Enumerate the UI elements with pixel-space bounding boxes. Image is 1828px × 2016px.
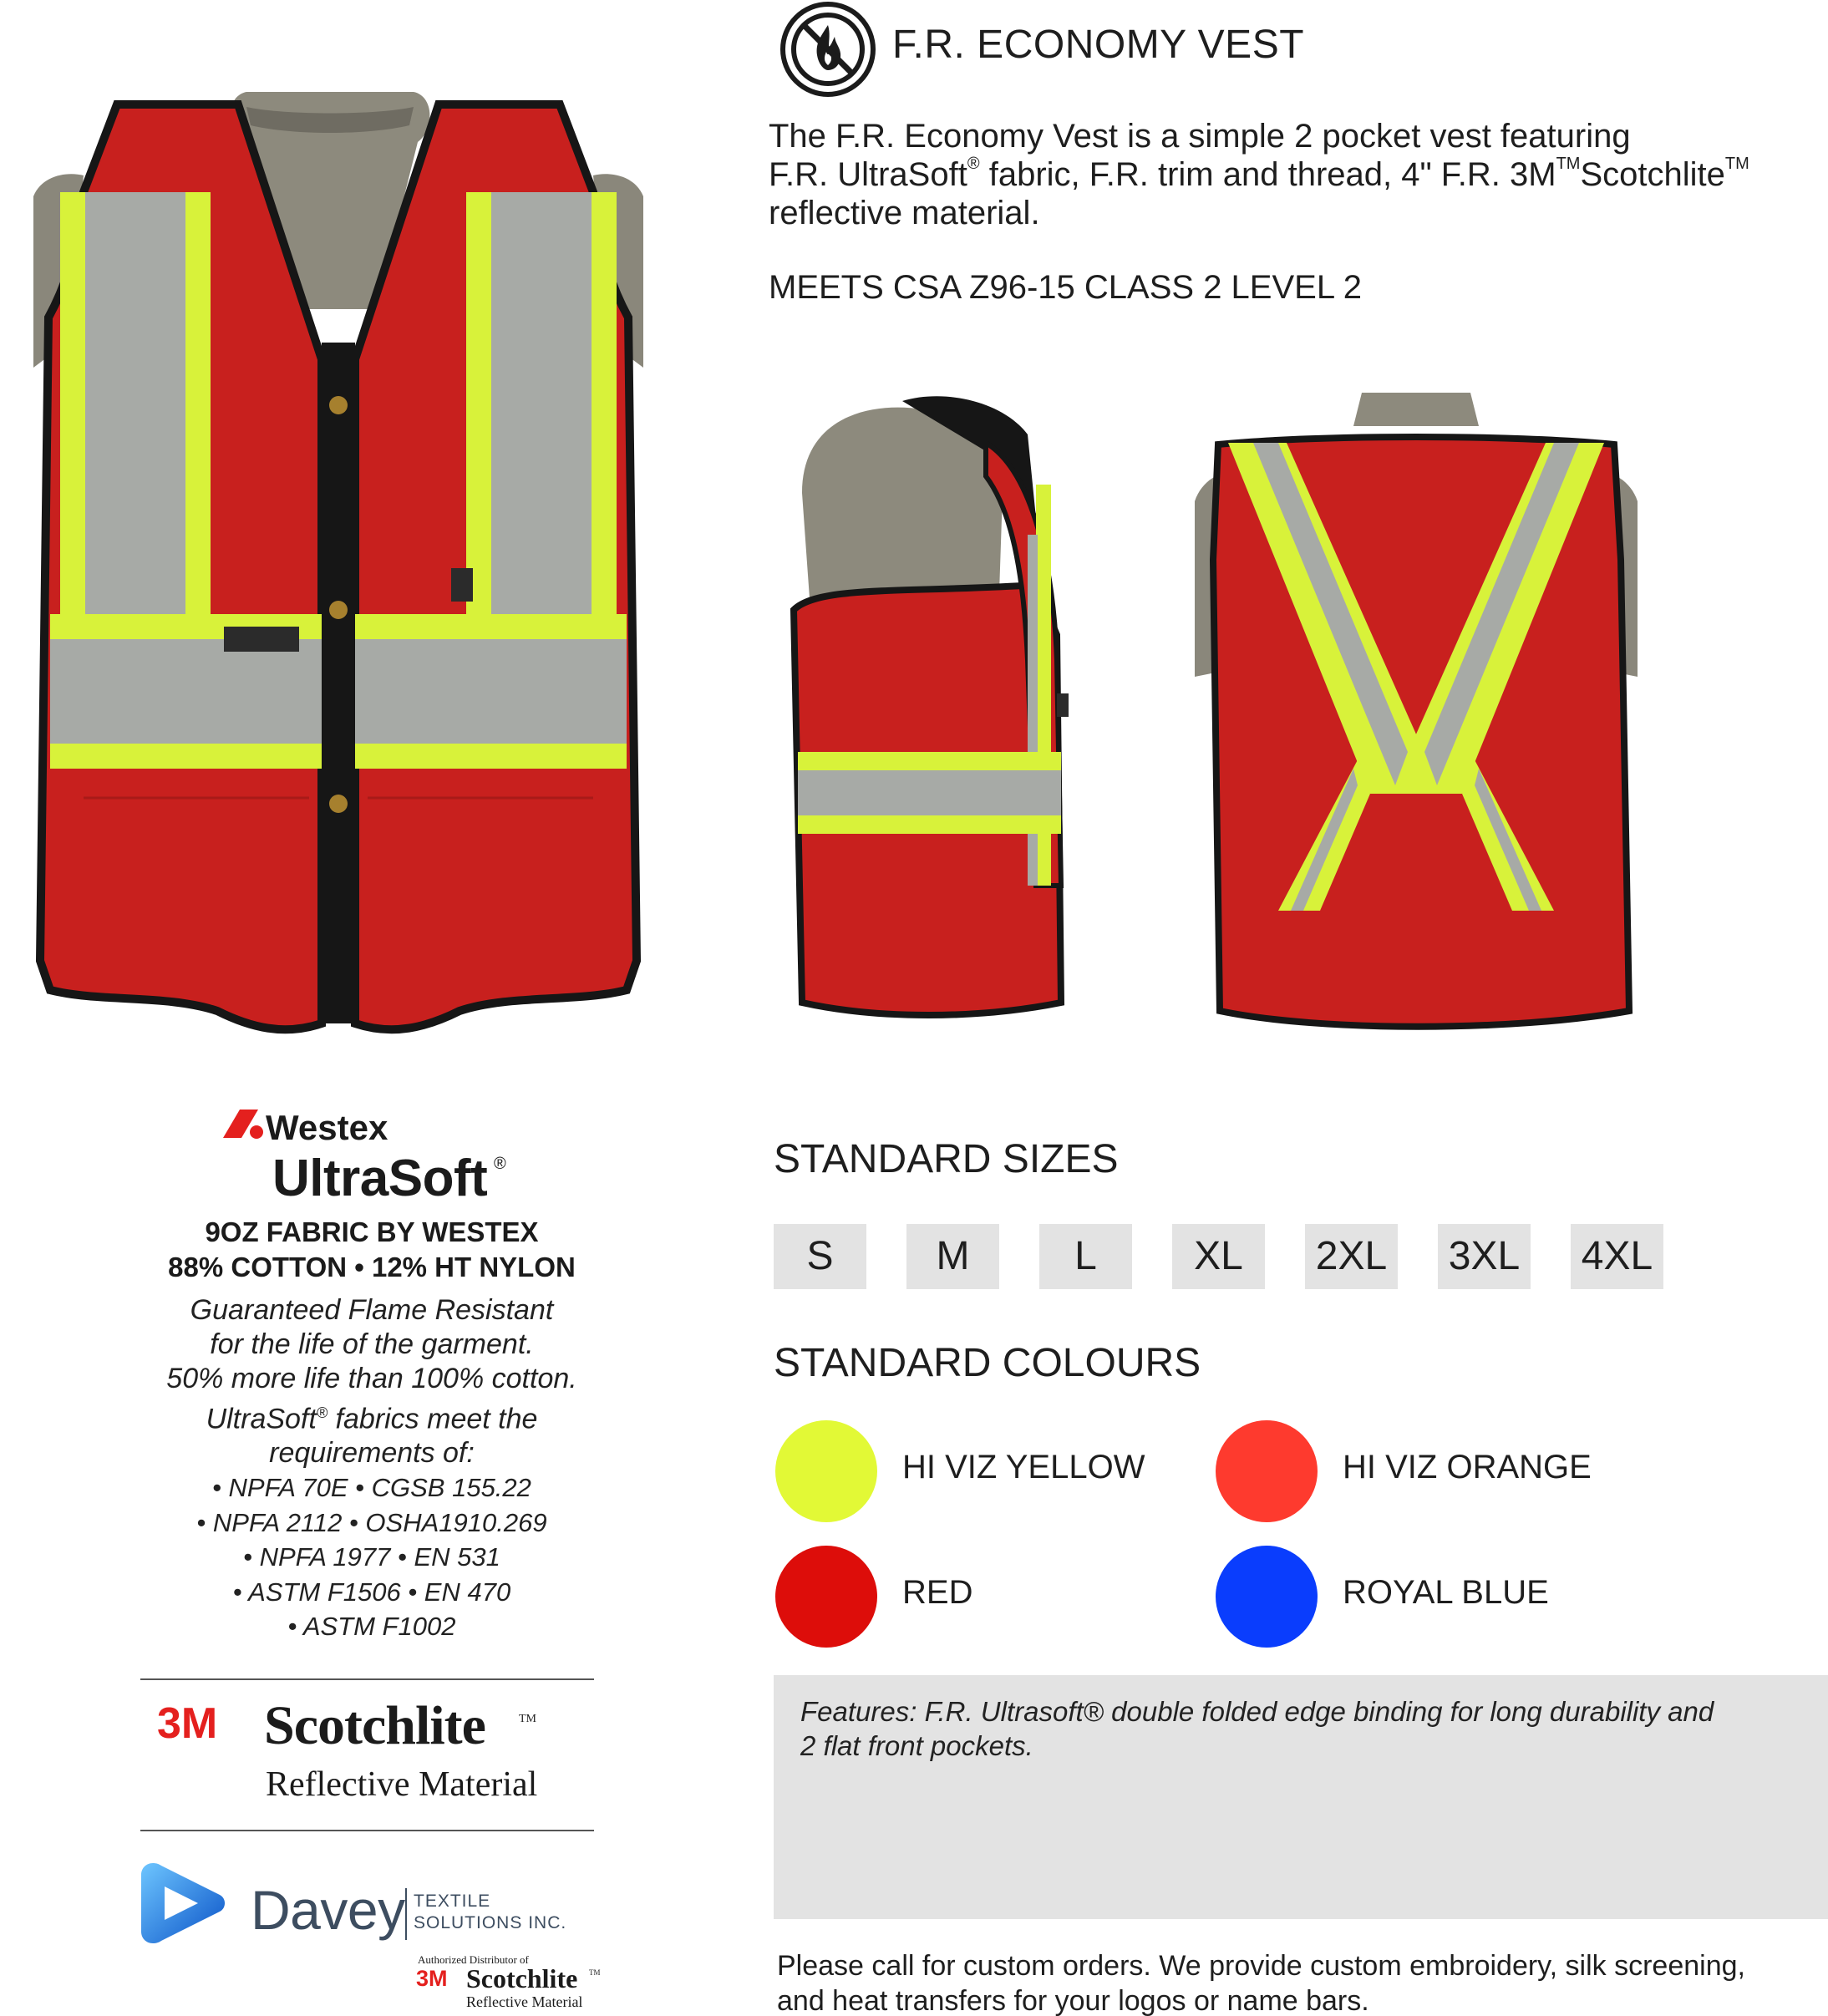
trademark: TM [589, 1968, 601, 1977]
certification-line: • NPFA 2112 • OSHA1910.269 [196, 1507, 547, 1537]
no-fire-icon [779, 0, 877, 99]
sizes-heading: STANDARD SIZES [774, 1137, 1119, 1181]
divider [140, 1678, 594, 1680]
3m-logo-icon [416, 1966, 461, 1988]
colour-swatch-hi-viz-orange [1216, 1420, 1318, 1522]
vest-front-photo [33, 92, 643, 1044]
colour-label: HI VIZ ORANGE [1343, 1449, 1592, 1485]
3m-logo-icon [157, 1701, 249, 1743]
size-chip-m: M [906, 1224, 999, 1289]
reflective-material-label: Reflective Material [466, 1993, 583, 2010]
size-chip-l: L [1039, 1224, 1132, 1289]
claim-line: for the life of the garment. [210, 1328, 534, 1360]
vest-back-photo [1195, 393, 1638, 1036]
davey-wordmark: Davey [251, 1879, 405, 1941]
claim-line: 50% more life than 100% cotton. [166, 1363, 577, 1394]
features-text: Features: F.R. Ultrasoft® double folded edge binding for long durability and 2 flat front pockets. [800, 1696, 1714, 1761]
vest-side-photo [785, 384, 1078, 1019]
reflective-material-label: Reflective Material [266, 1765, 538, 1804]
divider [140, 1830, 594, 1831]
custom-orders-note: Please call for custom orders. We provide custom embroidery, silk screening, and heat transfers for your logos or name bars. [777, 1950, 1745, 2016]
size-chip-4xl: 4XL [1571, 1224, 1663, 1289]
colour-swatch-royal-blue [1216, 1546, 1318, 1648]
size-chip-3xl: 3XL [1438, 1224, 1531, 1289]
colour-label: HI VIZ YELLOW [902, 1449, 1145, 1485]
colour-swatch-hi-viz-yellow [775, 1420, 877, 1522]
scotchlite-wordmark: Scotchlite [466, 1963, 578, 1993]
product-description: The F.R. Economy Vest is a simple 2 pocket vest featuring F.R. UltraSoft® fabric, F.R. trim and thread, 4" F.R. 3M™Scotchlite™ reflective material. [769, 118, 1749, 231]
divider [405, 1888, 407, 1940]
colour-label: RED [902, 1574, 973, 1611]
ultrasoft-wordmark: UltraSoft [272, 1150, 488, 1207]
davey-play-logo-icon [138, 1856, 230, 1950]
page-title: F.R. ECONOMY VEST [892, 23, 1305, 67]
3m-logo-text: 3M [416, 1966, 448, 1988]
certification-line: • ASTM F1002 [287, 1612, 456, 1642]
certification-line: • ASTM F1506 • EN 470 [232, 1577, 511, 1607]
colour-swatch-red [775, 1546, 877, 1648]
size-chip-2xl: 2XL [1305, 1224, 1398, 1289]
westex-wordmark: Westex [266, 1108, 388, 1147]
davey-subtitle: TEXTILE SOLUTIONS INC. [414, 1892, 567, 1932]
certification-line: • NPFA 70E • CGSB 155.22 [212, 1473, 531, 1503]
certification-line: • NPFA 1977 • EN 531 [243, 1542, 500, 1572]
fabric-composition: 88% COTTON • 12% HT NYLON [168, 1252, 576, 1282]
authorized-distributor: Authorized Distributor of [418, 1953, 529, 1966]
colours-heading: STANDARD COLOURS [774, 1341, 1201, 1385]
scotchlite-wordmark: Scotchlite [264, 1695, 485, 1756]
size-chip-s: S [774, 1224, 866, 1289]
fabric-claims [100, 1293, 643, 1644]
standard-compliance: MEETS CSA Z96-15 CLASS 2 LEVEL 2 [769, 269, 1362, 306]
3m-logo-text: 3M [157, 1701, 218, 1743]
claim-line: UltraSoft® fabrics meet the [206, 1403, 538, 1435]
claim-line: requirements of: [269, 1437, 475, 1470]
registered-mark: ® [494, 1155, 506, 1173]
claim-line: Guaranteed Flame Resistant [190, 1294, 554, 1326]
fabric-weight: 9OZ FABRIC BY WESTEX [205, 1216, 539, 1247]
colour-label: ROYAL BLUE [1343, 1574, 1549, 1611]
trademark: TM [519, 1713, 536, 1725]
size-chip-xl: XL [1172, 1224, 1265, 1289]
